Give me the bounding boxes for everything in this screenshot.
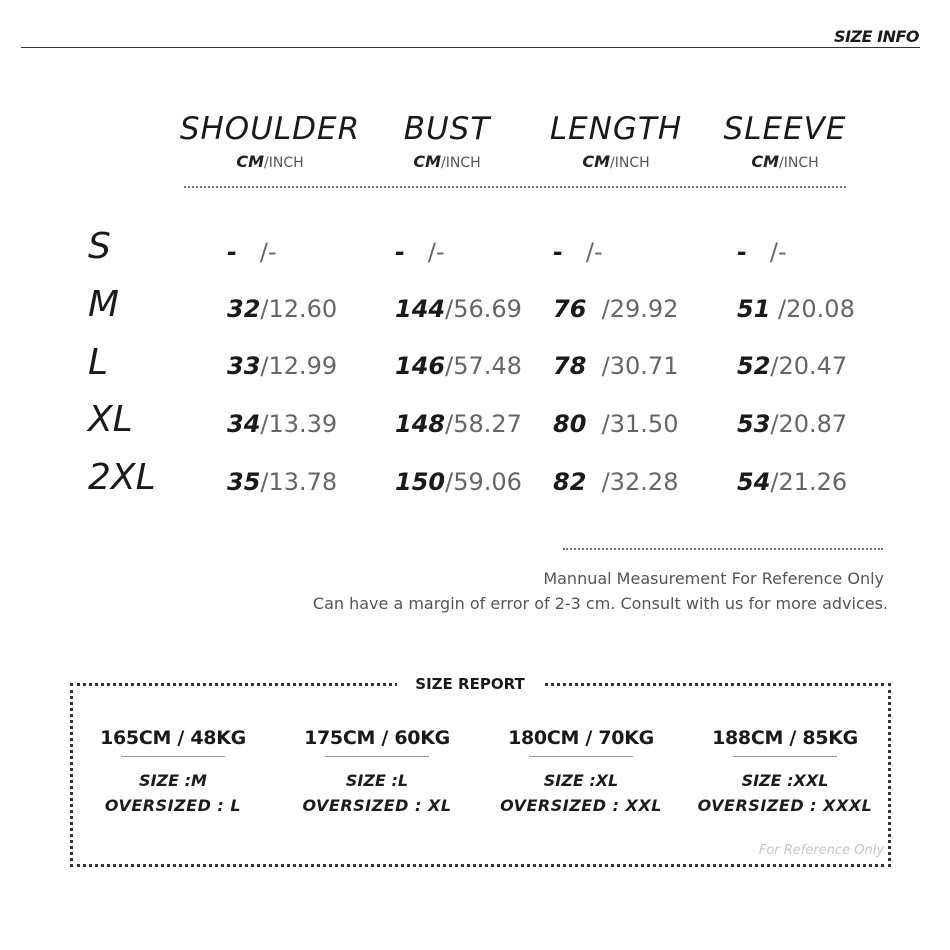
height-weight: 188CM / 85KG — [712, 727, 858, 749]
height-weight: 180CM / 70KG — [508, 727, 654, 749]
cell-sleeve: - /- — [737, 238, 787, 266]
cell-bust: - /- — [395, 238, 445, 266]
cell-bust: 146/57.48 — [395, 352, 522, 380]
report-entry — [277, 725, 477, 816]
entry-underline — [325, 756, 429, 757]
column-unit: CM/INCH — [413, 152, 481, 171]
cell-sleeve: 52/20.47 — [737, 352, 848, 380]
column-header-length — [521, 110, 711, 173]
size-label-s: S — [88, 226, 111, 267]
margin-note: Can have a margin of error of 2-3 cm. Consult with us for more advices. — [312, 594, 888, 613]
cell-bust: 150/59.06 — [395, 468, 522, 496]
cell-shoulder: 33/12.99 — [227, 352, 338, 380]
column-name: SHOULDER — [179, 111, 361, 147]
cell-bust: 144/56.69 — [395, 295, 522, 323]
note-dotted-divider — [563, 548, 883, 550]
height-weight: 165CM / 48KG — [100, 727, 246, 749]
cell-bust: 148/58.27 — [395, 410, 522, 438]
header-divider — [21, 47, 920, 48]
report-footnote: For Reference Only — [758, 843, 884, 858]
recommended-size: SIZE :L — [345, 771, 409, 790]
report-entry — [481, 725, 681, 816]
cell-sleeve: 53/20.87 — [737, 410, 848, 438]
cell-length: 78 /30.71 — [553, 352, 679, 380]
column-header-sleeve — [690, 110, 880, 173]
recommended-size: SIZE :M — [139, 771, 207, 790]
size-label-l: L — [88, 342, 109, 383]
recommended-size: SIZE :XXL — [741, 771, 829, 790]
column-unit: CM/INCH — [751, 152, 819, 171]
cell-shoulder: - /- — [227, 238, 277, 266]
report-entry — [73, 725, 273, 816]
cell-length: 82 /32.28 — [553, 468, 679, 496]
recommended-size: SIZE :XL — [543, 771, 619, 790]
cell-length: 76 /29.92 — [553, 295, 679, 323]
size-label-m: M — [88, 284, 120, 325]
column-header-bust — [352, 110, 542, 173]
cell-sleeve: 51 /20.08 — [737, 295, 855, 323]
column-unit: CM/INCH — [582, 152, 650, 171]
column-name: BUST — [403, 111, 491, 147]
cell-shoulder: 32/12.60 — [227, 295, 338, 323]
cell-sleeve: 54/21.26 — [737, 468, 848, 496]
entry-underline — [529, 756, 633, 757]
column-name: LENGTH — [549, 111, 683, 147]
size-label-xl: XL — [88, 399, 133, 440]
cell-shoulder: 34/13.39 — [227, 410, 338, 438]
oversized-size: OVERSIZED : XXL — [500, 796, 662, 815]
header-dotted-divider — [184, 186, 846, 188]
size-label-2xl: 2XL — [88, 457, 156, 498]
oversized-size: OVERSIZED : XL — [302, 796, 452, 815]
measurement-note: Mannual Measurement For Reference Only — [543, 569, 884, 588]
report-entry — [685, 725, 885, 816]
entry-underline — [121, 756, 225, 757]
cell-length: 80 /31.50 — [553, 410, 679, 438]
height-weight: 175CM / 60KG — [304, 727, 450, 749]
cell-length: - /- — [553, 238, 603, 266]
column-header-shoulder — [175, 110, 365, 173]
oversized-size: OVERSIZED : XXXL — [697, 796, 873, 815]
page-title: SIZE INFO — [834, 27, 919, 46]
size-report-title: SIZE REPORT — [397, 674, 543, 694]
cell-shoulder: 35/13.78 — [227, 468, 338, 496]
entry-underline — [733, 756, 837, 757]
column-unit: CM/INCH — [236, 152, 304, 171]
column-name: SLEEVE — [723, 111, 847, 147]
oversized-size: OVERSIZED : L — [104, 796, 242, 815]
